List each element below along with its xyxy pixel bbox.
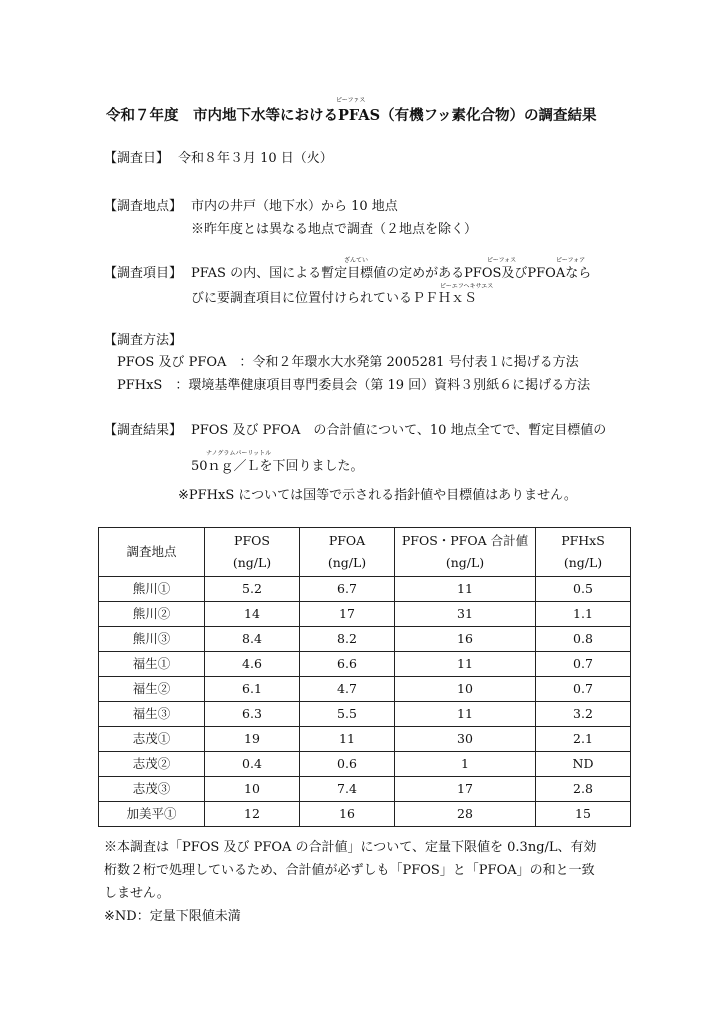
- cell-pfoa: 8.2: [300, 627, 395, 652]
- survey-date-value: 令和８年３月 10 日（火）: [178, 151, 333, 166]
- cell-pfhxs: 0.5: [536, 577, 631, 602]
- table-row: [99, 752, 631, 777]
- survey-items-line1: PFAS の内、国による暫定目標値の定めがあるPFOS及びPFOAなら: [191, 266, 592, 281]
- cell-sum: 31: [395, 602, 536, 627]
- survey-location-label: 【調査地点】: [104, 199, 183, 214]
- cell-sum: 1: [395, 752, 536, 777]
- table-row: [99, 602, 631, 627]
- table-row: [99, 727, 631, 752]
- cell-location: 福生③: [99, 702, 205, 727]
- footnote-line: 桁数２桁で処理しているため、合計値が必ずしも「PFOS」と「PFOA」の和と一致: [104, 863, 595, 878]
- cell-pfoa: 5.5: [300, 702, 395, 727]
- cell-pfoa: 7.4: [300, 777, 395, 802]
- survey-result-note: ※PFHxS については国等で示される指針値や目標値はありません。: [178, 488, 577, 503]
- cell-pfoa: 16: [300, 802, 395, 827]
- cell-location: 熊川②: [99, 602, 205, 627]
- survey-items-line2: びに要調査項目に位置付けられているＰＦＨｘＳ: [191, 291, 478, 306]
- cell-pfhxs: 0.7: [536, 652, 631, 677]
- page-title: 令和７年度 市内地下水等におけるPFAS（有機フッ素化合物）の調査結果: [106, 107, 597, 124]
- header-pfhxs: PFHxS (ng/L): [536, 528, 631, 577]
- table-header-row: [99, 528, 631, 577]
- cell-sum: 11: [395, 652, 536, 677]
- cell-sum: 10: [395, 677, 536, 702]
- cell-pfoa: 6.7: [300, 577, 395, 602]
- survey-result-line2: 50ｎｇ／Ｌを下回りました。: [191, 459, 364, 474]
- cell-pfhxs: 2.1: [536, 727, 631, 752]
- cell-sum: 30: [395, 727, 536, 752]
- survey-date-label: 【調査日】: [104, 151, 170, 166]
- cell-pfhxs: 2.8: [536, 777, 631, 802]
- survey-method-line2: PFHxS ：環境基準健康項目専門委員会（第 19 回）資料３別紙６に掲げる方法: [117, 378, 591, 393]
- cell-pfoa: 17: [300, 602, 395, 627]
- results-table: [98, 527, 631, 827]
- cell-pfos: 0.4: [205, 752, 300, 777]
- footnote-line: ※ND：定量下限値未満: [104, 909, 241, 924]
- survey-method-label: 【調査方法】: [104, 333, 183, 348]
- table-row: [99, 777, 631, 802]
- cell-sum: 17: [395, 777, 536, 802]
- cell-location: 熊川③: [99, 627, 205, 652]
- cell-sum: 28: [395, 802, 536, 827]
- cell-pfhxs: 0.8: [536, 627, 631, 652]
- title-ruby: ピーファス: [336, 97, 366, 104]
- cell-pfos: 8.4: [205, 627, 300, 652]
- table-row: [99, 652, 631, 677]
- ruby-pfoa: ピーフォア: [556, 257, 586, 264]
- survey-result-line1: PFOS 及び PFOA の合計値について、10 地点全てで、暫定目標値の: [191, 423, 607, 438]
- cell-location: 熊川①: [99, 577, 205, 602]
- cell-location: 加美平①: [99, 802, 205, 827]
- table-row: [99, 677, 631, 702]
- cell-pfos: 10: [205, 777, 300, 802]
- footnote-line: ※本調査は「PFOS 及び PFOA の合計値」について、定量下限値を 0.3ng/L、有効: [104, 840, 597, 855]
- cell-pfoa: 11: [300, 727, 395, 752]
- cell-location: 志茂②: [99, 752, 205, 777]
- header-pfos: PFOS (ng/L): [205, 528, 300, 577]
- cell-pfos: 5.2: [205, 577, 300, 602]
- cell-pfhxs: 15: [536, 802, 631, 827]
- cell-pfoa: 4.7: [300, 677, 395, 702]
- footnotes: [104, 836, 597, 928]
- table-row: [99, 702, 631, 727]
- survey-items-label: 【調査項目】: [104, 266, 183, 281]
- ruby-pfhxs: ピーエフヘキサエス: [440, 283, 494, 290]
- header-location: 調査地点: [99, 528, 205, 577]
- cell-pfhxs: ND: [536, 752, 631, 777]
- table-row: [99, 627, 631, 652]
- cell-pfos: 4.6: [205, 652, 300, 677]
- cell-location: 志茂①: [99, 727, 205, 752]
- cell-pfos: 6.3: [205, 702, 300, 727]
- cell-pfos: 14: [205, 602, 300, 627]
- footnote-line: しません。: [104, 886, 170, 901]
- cell-pfoa: 6.6: [300, 652, 395, 677]
- cell-pfhxs: 1.1: [536, 602, 631, 627]
- cell-pfhxs: 0.7: [536, 677, 631, 702]
- cell-location: 福生①: [99, 652, 205, 677]
- header-sum: PFOS・PFOA 合計値 (ng/L): [395, 528, 536, 577]
- cell-location: 福生②: [99, 677, 205, 702]
- cell-pfoa: 0.6: [300, 752, 395, 777]
- cell-pfos: 12: [205, 802, 300, 827]
- ruby-zantei: ざんてい: [344, 257, 369, 264]
- cell-location: 志茂③: [99, 777, 205, 802]
- cell-pfos: 19: [205, 727, 300, 752]
- table-row: [99, 802, 631, 827]
- ruby-pfos: ピーフォス: [487, 257, 517, 264]
- ruby-ngl: ナノグラムパーリットル: [206, 450, 272, 457]
- cell-sum: 11: [395, 702, 536, 727]
- cell-pfhxs: 3.2: [536, 702, 631, 727]
- survey-location-note: ※昨年度とは異なる地点で調査（２地点を除く）: [191, 222, 478, 237]
- cell-sum: 16: [395, 627, 536, 652]
- survey-location-value: 市内の井戸（地下水）から 10 地点: [191, 199, 398, 214]
- table-row: [99, 577, 631, 602]
- survey-result-label: 【調査結果】: [104, 423, 183, 438]
- survey-method-line1: PFOS 及び PFOA ：令和２年環水大水発第 2005281 号付表１に掲げる方法: [117, 355, 579, 370]
- cell-sum: 11: [395, 577, 536, 602]
- header-pfoa: PFOA (ng/L): [300, 528, 395, 577]
- cell-pfos: 6.1: [205, 677, 300, 702]
